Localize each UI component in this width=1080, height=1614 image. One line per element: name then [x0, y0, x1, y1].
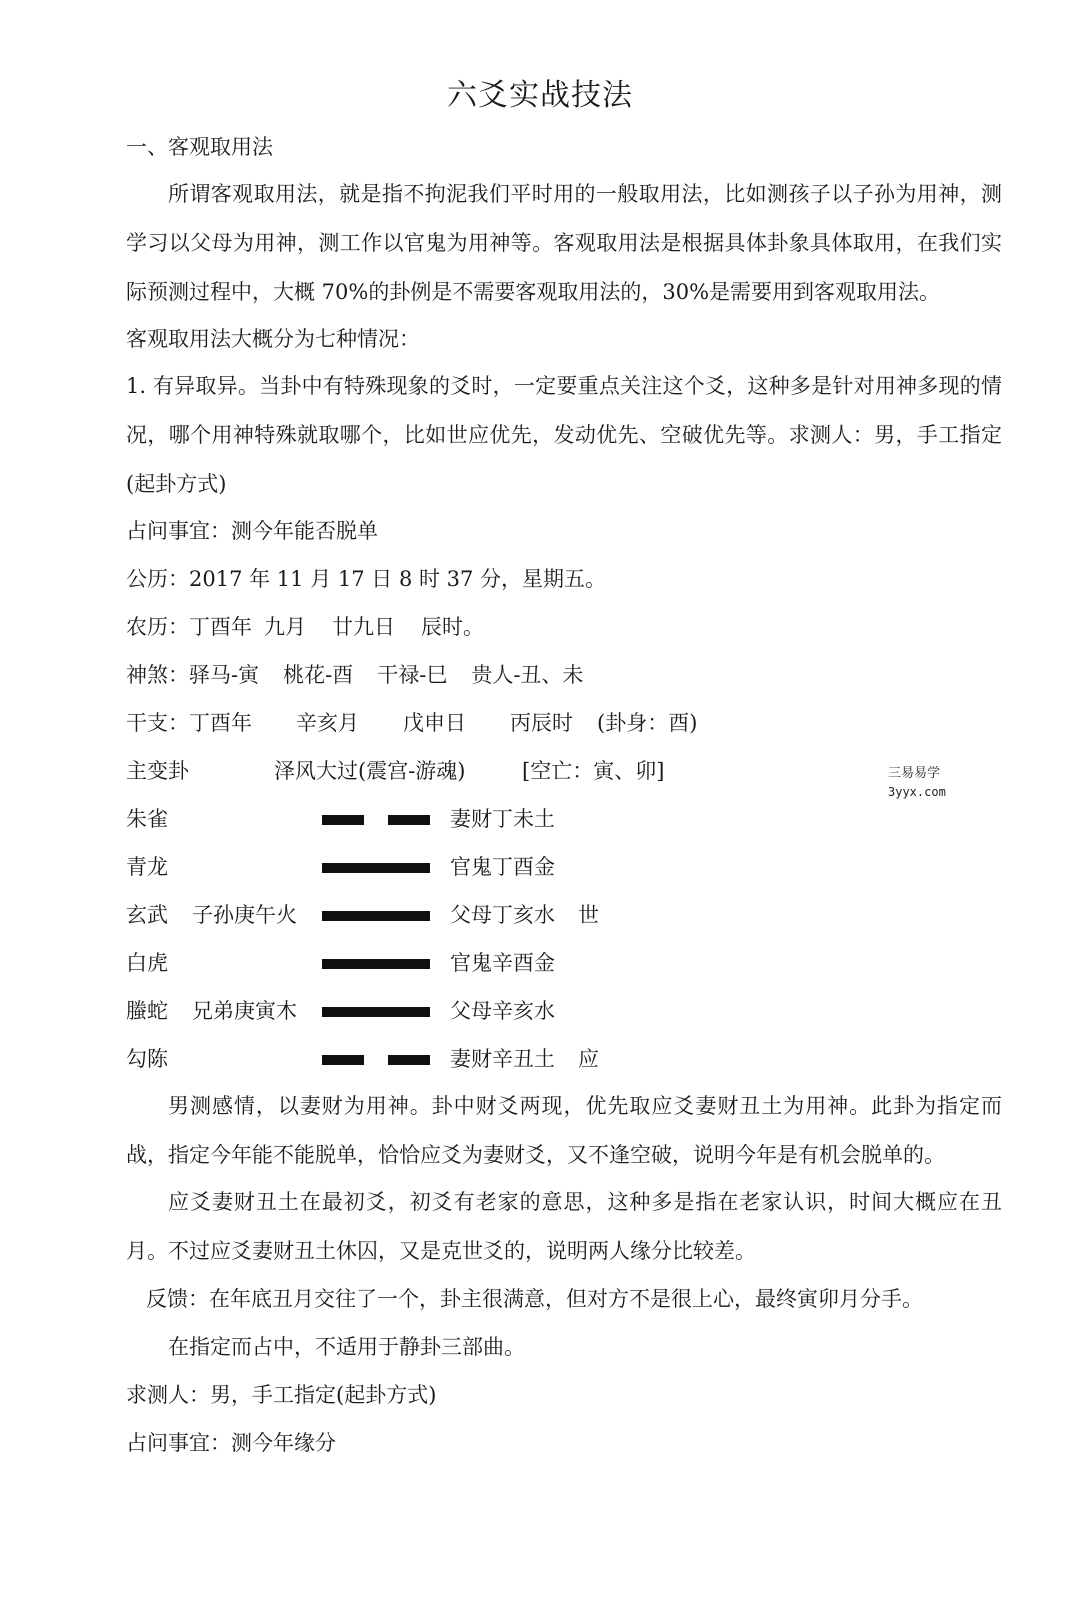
lunar-label: 农历：: [126, 615, 189, 639]
ganzhi-hour: 丙辰时: [510, 711, 573, 735]
case1-ganzhi: [126, 708, 697, 738]
hexagram-line: [126, 1044, 1026, 1074]
paragraph-rule-1: 1. 有异取异。当卦中有特殊现象的爻时，一定要重点关注这个爻，这种多是针对用神多现的情况，哪个用神特殊就取哪个，比如世应优先，发动优先、空破优先等。求测人：男，手工指定(起卦方式): [126, 374, 1002, 496]
case1-lunar-date: [126, 612, 484, 642]
document-title: 六爻实战技法: [447, 78, 633, 113]
case1-solar-date: 公历：2017 年 11 月 17 日 8 时 37 分，星期五。: [126, 567, 607, 591]
hexagram-line: [126, 900, 1026, 930]
case1-note: 在指定而占中，不适用于静卦三部曲。: [168, 1335, 525, 1359]
yao-segment: [322, 863, 430, 873]
gua-name: 泽风大过(震宫-游魂): [274, 759, 466, 783]
yin-line-mark: [322, 1055, 430, 1065]
case1-feedback: 反馈：在年底丑月交往了一个，卦主很满意，但对方不是很上心，最终寅卯月分手。: [146, 1287, 923, 1311]
fu-shen: 子孙庚午火: [192, 903, 297, 927]
yao-segment: [322, 1007, 430, 1017]
six-god: 青龙: [126, 855, 168, 879]
yao-segment: [388, 815, 430, 825]
lunar-day: 廿九日: [332, 615, 395, 639]
shensha-label: 神煞：: [126, 663, 189, 687]
ganzhi-label: 干支：: [126, 711, 189, 735]
shensha-taohua: 桃花-酉: [283, 663, 354, 687]
kongwang: [空亡：寅、卯]: [522, 759, 665, 783]
line-relation: 官鬼辛酉金: [450, 951, 555, 975]
fu-shen: 兄弟庚寅木: [192, 999, 297, 1023]
shensha-guiren: 贵人-丑、未: [471, 663, 584, 687]
case1-analysis-2: 应爻妻财丑土在最初爻，初爻有老家的意思，这种多是指在老家认识，时间大概应在丑月。不过应爻妻财丑土休囚，又是克世爻的，说明两人缘分比较差。: [126, 1190, 1002, 1263]
six-god: 白虎: [126, 951, 168, 975]
hexagram-line: [126, 852, 1026, 882]
section-heading: 一、客观取用法: [126, 135, 273, 159]
watermark-name: 三易易学: [888, 766, 941, 781]
case2-asker: 求测人：男，手工指定(起卦方式): [126, 1383, 437, 1407]
lunar-hour: 辰时。: [421, 615, 484, 639]
yang-line-mark: [322, 863, 430, 873]
six-god: 勾陈: [126, 1047, 168, 1071]
lunar-month: 九月: [264, 615, 306, 639]
shi-ying-mark: 世: [578, 903, 599, 927]
line-relation: 妻财丁未土: [450, 807, 555, 831]
line-relation: 父母丁亥水: [450, 903, 555, 927]
case1-shensha: [126, 660, 583, 690]
lunar-year: 丁酉年: [189, 615, 252, 639]
case2-question: 占问事宜：测今年缘分: [126, 1431, 336, 1455]
ganzhi-month: 辛亥月: [296, 711, 359, 735]
shi-ying-mark: 应: [578, 1047, 599, 1071]
yao-segment: [322, 815, 364, 825]
ganzhi-year: 丁酉年: [189, 711, 252, 735]
paragraph-intro: 所谓客观取用法，就是指不拘泥我们平时用的一般取用法，比如测孩子以子孙为用神，测学习以父母为用神，测工作以官鬼为用神等。客观取用法是根据具体卦象具体取用，在我们实际预测过程中，大概 70%的卦例是不需要客观取用法的，30%是需要用到客观取用法。: [126, 182, 1002, 304]
ganzhi-day: 戊申日: [403, 711, 466, 735]
line-relation: 父母辛亥水: [450, 999, 555, 1023]
yang-line-mark: [322, 911, 430, 921]
line-relation: 官鬼丁酉金: [450, 855, 555, 879]
gua-shen: (卦身：酉): [597, 711, 698, 735]
six-god: 朱雀: [126, 807, 168, 831]
line-relation: 妻财辛丑土: [450, 1047, 555, 1071]
shensha-yima: 驿马-寅: [189, 663, 260, 687]
yin-line-mark: [322, 815, 430, 825]
yang-line-mark: [322, 959, 430, 969]
hexagram-line: [126, 996, 1026, 1026]
yao-segment: [322, 911, 430, 921]
six-god: 螣蛇: [126, 999, 168, 1023]
hexagram-line: [126, 804, 1026, 834]
shensha-ganlu: 干禄-巳: [377, 663, 448, 687]
gua-label: 主变卦: [126, 759, 189, 783]
yao-segment: [322, 1055, 364, 1065]
yao-segment: [322, 959, 430, 969]
case1-analysis-1: 男测感情，以妻财为用神。卦中财爻两现，优先取应爻妻财丑土为用神。此卦为指定而战，指定今年能不能脱单，恰恰应爻为妻财爻，又不逢空破，说明今年是有机会脱单的。: [126, 1094, 1002, 1167]
six-god: 玄武: [126, 903, 168, 927]
site-watermark: [888, 765, 946, 801]
hexagram-line: [126, 948, 1026, 978]
yao-segment: [388, 1055, 430, 1065]
paragraph-seven-cases: 客观取用法大概分为七种情况：: [126, 327, 420, 351]
watermark-url: 3yyx.com: [888, 785, 946, 799]
case1-question: 占问事宜：测今年能否脱单: [126, 519, 378, 543]
yang-line-mark: [322, 1007, 430, 1017]
